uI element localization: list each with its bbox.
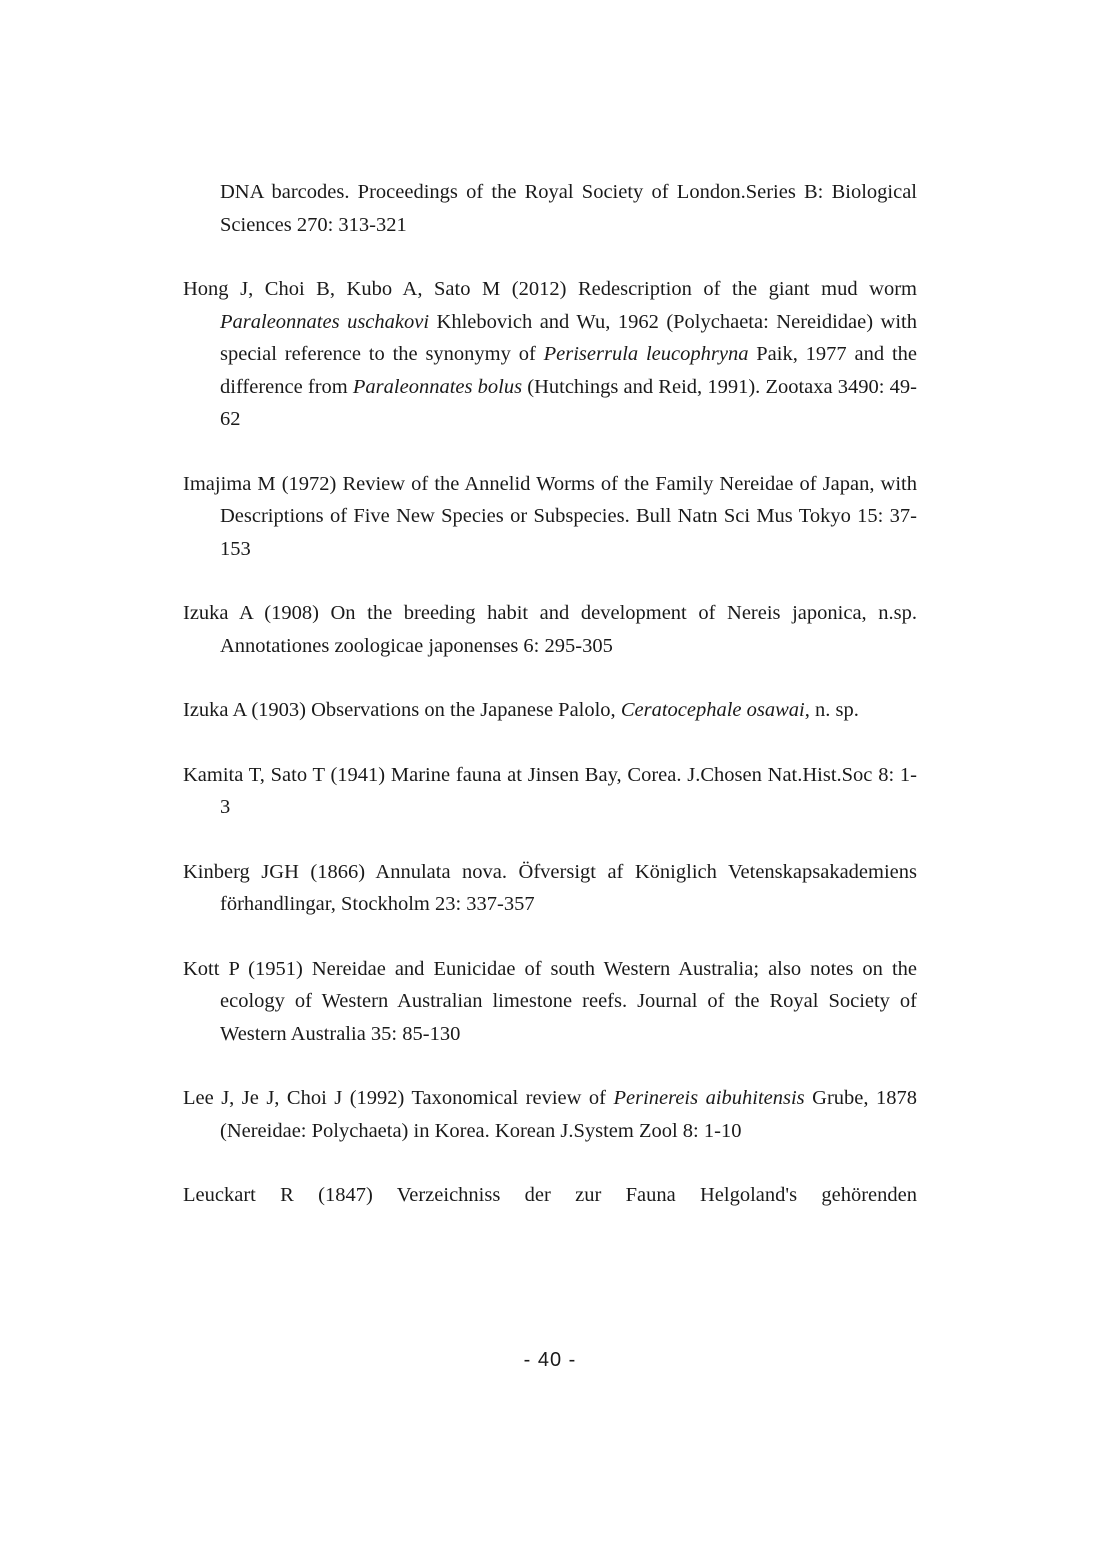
species-name: Paraleonnates uschakovi bbox=[220, 310, 430, 333]
reference-list bbox=[183, 176, 917, 1244]
reference-text: Kamita T, Sato T (1941) Marine fauna at Jinsen Bay, Corea. J.Chosen Nat.Hist.Soc 8: 1-3 bbox=[183, 763, 917, 818]
page-number: - 40 - bbox=[523, 1349, 577, 1371]
reference-entry bbox=[183, 856, 917, 921]
reference-text: Paik, 1977 and the difference from bbox=[220, 343, 917, 398]
reference-entry bbox=[183, 597, 917, 662]
reference-text: Hong J, Choi B, Kubo A, Sato M (2012) Redescription of the giant mud worm bbox=[183, 278, 917, 300]
species-name: Ceratocephale osawai bbox=[620, 699, 805, 721]
species-name: Periserrula leucophryna bbox=[543, 343, 749, 365]
reference-entry bbox=[183, 759, 917, 824]
reference-entry bbox=[183, 176, 917, 241]
reference-text: Kott P (1951) Nereidae and Eunicidae of south Western Australia; also notes on the ecology of Western Australian limestone reefs. Journal of the Royal Society of Western Australia 35: 85-130 bbox=[183, 957, 917, 1045]
reference-entry bbox=[183, 273, 917, 436]
reference-entry bbox=[183, 468, 917, 566]
reference-text: Imajima M (1972) Review of the Annelid Worms of the Family Nereidae of Japan, with Descriptions of Five New Species or Subspecies. Bull Natn Sci Mus Tokyo 15: 37-153 bbox=[183, 472, 917, 560]
reference-text: Lee J, Je J, Choi J (1992) Taxonomical review of bbox=[183, 1087, 614, 1109]
reference-text: Leuckart R (1847) Verzeichniss der zur Fauna Helgoland's gehörenden bbox=[183, 1184, 917, 1206]
reference-text: Khlebovich and Wu, 1962 (Polychaeta: Nereididae) with special reference to the synonymy of bbox=[220, 310, 917, 365]
reference-text: (Hutchings and Reid, 1991). Zootaxa 3490: 49-62 bbox=[220, 375, 917, 430]
reference-text: Izuka A (1908) On the breeding habit and development of Nereis japonica, n.sp. Annotationes zoologicae japonenses 6: 295-305 bbox=[183, 602, 917, 657]
reference-text: DNA barcodes. Proceedings of the Royal Society of London.Series B: Biological Sciences 270: 313-321 bbox=[220, 181, 917, 236]
species-name: Perinereis aibuhitensis bbox=[613, 1087, 805, 1109]
reference-entry bbox=[183, 1082, 917, 1147]
reference-text: Kinberg JGH (1866) Annulata nova. Öfversigt af Königlich Vetenskapsakademiens förhandlingar, Stockholm 23: 337-357 bbox=[183, 860, 917, 915]
species-name: Paraleonnates bolus bbox=[352, 375, 523, 398]
reference-entry bbox=[183, 694, 917, 727]
reference-entry bbox=[183, 1179, 917, 1212]
reference-entry bbox=[183, 953, 917, 1051]
reference-text: , n. sp. bbox=[804, 699, 859, 721]
reference-text: Izuka A (1903) Observations on the Japanese Palolo, bbox=[183, 699, 621, 721]
reference-text: Grube, 1878 (Nereidae: Polychaeta) in Korea. Korean J.System Zool 8: 1-10 bbox=[220, 1087, 917, 1142]
